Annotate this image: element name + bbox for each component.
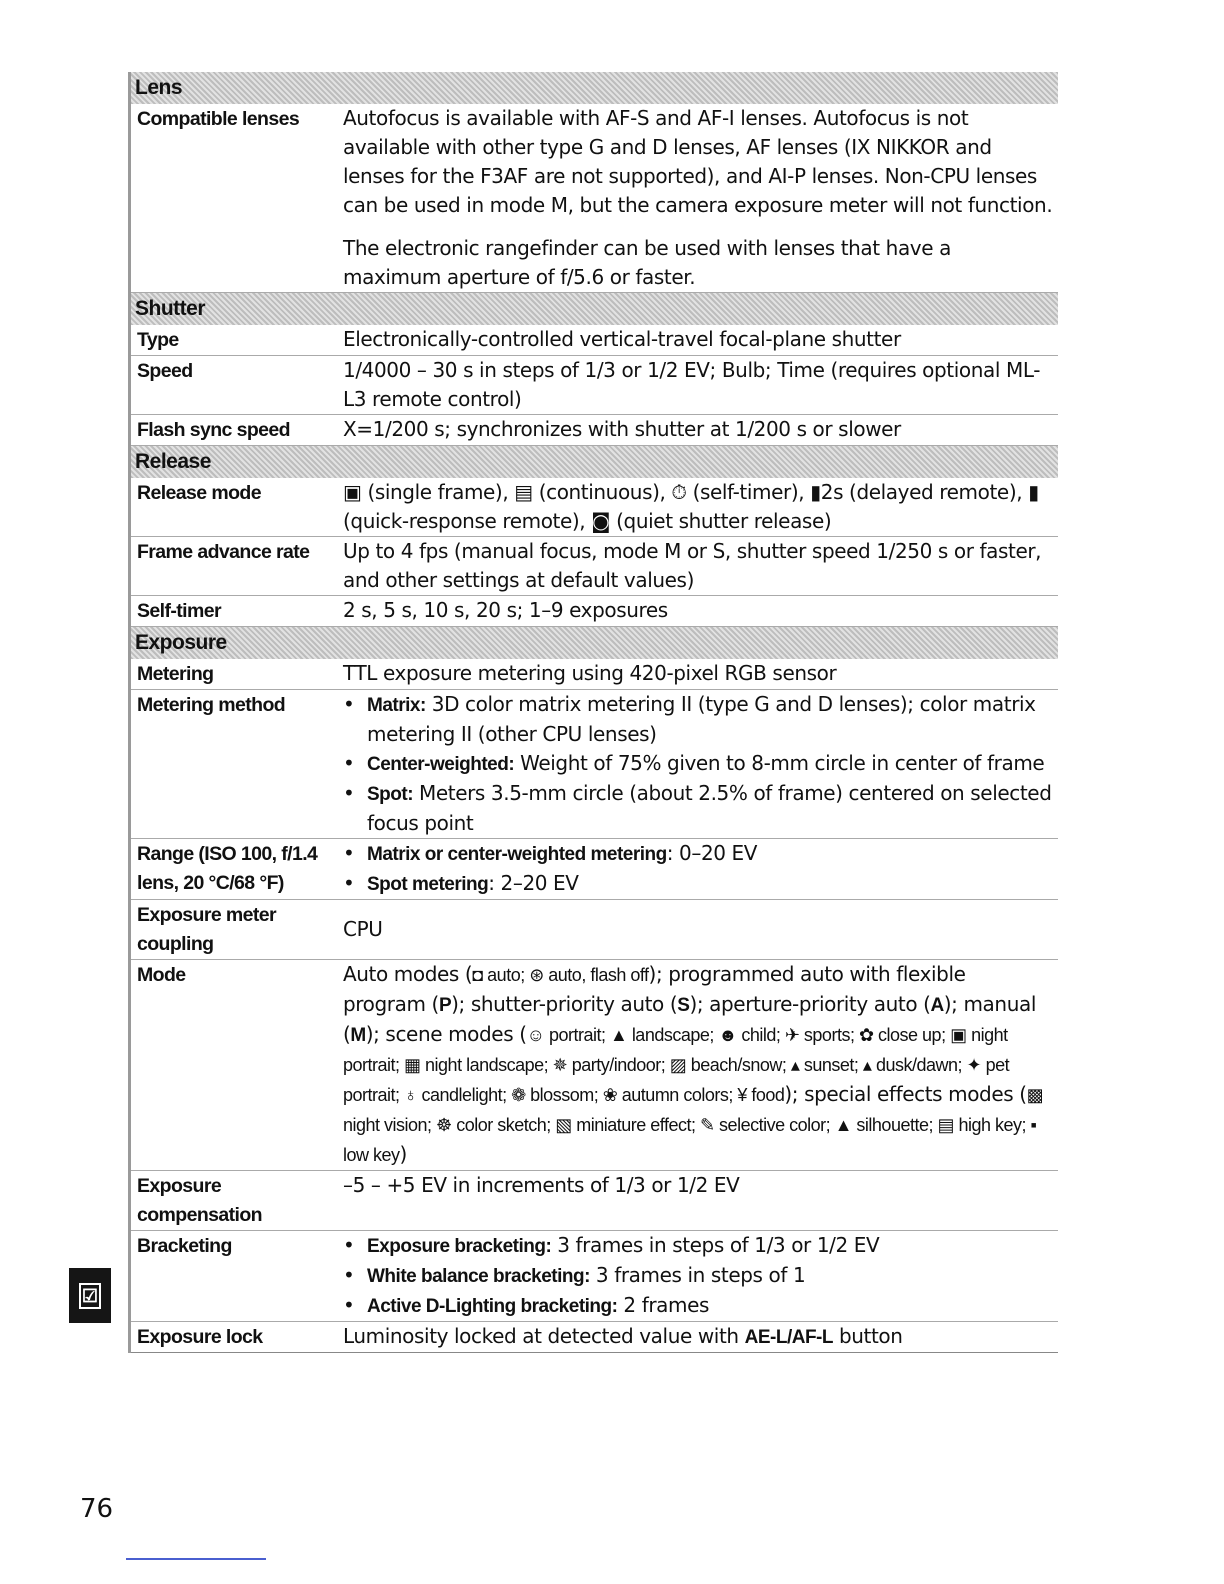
row-exposure-compensation: [131, 1171, 1058, 1231]
row-label: Speed: [137, 360, 193, 382]
bullet-item: [343, 839, 1054, 869]
reference-icon: ☑: [79, 1283, 101, 1309]
text: Auto modes (: [343, 962, 473, 986]
row-value: Electronically-controlled vertical-travel focal-plane shutter: [343, 327, 901, 351]
mode-key: S: [677, 995, 690, 1016]
row-value: ▣ (single frame), ▤ (continuous), ⏱ (self-timer), ▮2s (delayed remote), ▮ (quick-response remote), ◙ (quiet shutter release): [343, 480, 1039, 533]
mode-key: M: [350, 1025, 366, 1046]
row-exposure-meter-coupling: [131, 900, 1058, 960]
bullet-key: White balance bracketing:: [367, 1266, 590, 1287]
bullet-item: [343, 1261, 1054, 1291]
row-release-mode: [131, 478, 1058, 537]
mode-key: A: [930, 995, 944, 1016]
bullet-key: Matrix or center-weighted metering: [367, 844, 667, 865]
row-label: Compatible lenses: [137, 108, 300, 130]
row-label: Metering method: [137, 694, 286, 716]
row-label: Exposure lock: [137, 1326, 263, 1348]
row-value: TTL exposure metering using 420-pixel RGB sensor: [343, 661, 837, 685]
bullet-item: [343, 1231, 1054, 1261]
row-compatible-lenses: [131, 104, 1058, 293]
auto-modes-list: ◘ auto; ⊛ auto, flash off: [472, 965, 649, 985]
row-label: Type: [137, 329, 179, 351]
mode-key: P: [438, 995, 452, 1016]
section-header-exposure: Exposure: [131, 627, 1058, 659]
bullet-text: 3 frames in steps of 1/3 or 1/2 EV: [551, 1233, 880, 1257]
bullet-item: [343, 749, 1054, 779]
section-tab: [69, 1268, 111, 1323]
section-header-shutter: Shutter: [131, 293, 1058, 325]
row-value: CPU: [343, 917, 383, 941]
row-metering: [131, 659, 1058, 690]
specifications-table: [128, 72, 1058, 1353]
row-value: [341, 839, 1058, 899]
bullet-text: Meters 3.5-mm circle (about 2.5% of frame) centered on selected focus point: [367, 781, 1052, 835]
bullet-key: Matrix:: [367, 695, 426, 716]
row-value: [341, 690, 1058, 838]
bullet-text: 3 frames in steps of 1: [589, 1263, 806, 1287]
bullet-item: [343, 1291, 1054, 1321]
text: ); manual (: [343, 992, 1036, 1046]
text: Luminosity locked at detected value with: [343, 1324, 745, 1348]
text: ); special effects modes (: [784, 1082, 1027, 1106]
row-value: –5 – +5 EV in increments of 1/3 or 1/2 EV: [343, 1173, 740, 1197]
section-header-release: Release: [131, 446, 1058, 478]
bullet-text: : 0–20 EV: [666, 841, 758, 865]
row-range: [131, 839, 1058, 900]
row-value: X=1/200 s; synchronizes with shutter at 1/200 s or slower: [343, 417, 901, 441]
section-header-lens: Lens: [131, 72, 1058, 104]
bullet-text: : 2–20 EV: [488, 871, 579, 895]
row-value: [341, 104, 1058, 292]
row-label: Frame advance rate: [137, 541, 310, 563]
row-label: Metering: [137, 663, 214, 685]
row-value: [341, 1322, 1058, 1352]
row-exposure-lock: [131, 1322, 1058, 1353]
scene-modes-list: ☺ portrait; ▲ landscape; ☻ child; ✈ sports; ✿ close up; ▣ night portrait; ▦ night landscape; ✵ party/indoor; ▨ beach/snow; ▴ sunset; ▴ dusk/dawn; ✦ pet portrait; ♁ candlelight; ❁ blossom; ❀ autumn colors; ¥ food: [343, 1025, 1010, 1105]
bullet-key: Exposure bracketing:: [367, 1236, 552, 1257]
paragraph: Autofocus is available with AF-S and AF-I lenses. Autofocus is not available with other type G and D lenses, AF lenses (IX NIKKOR and lenses for the F3AF are not supported), and AI-P lenses. Non-CPU lenses can be used in mode M, but the camera exposure meter will not function.: [343, 106, 1053, 217]
row-label: Exposure compensation: [137, 1175, 262, 1226]
row-mode: [131, 960, 1058, 1171]
bullet-item: [343, 779, 1054, 838]
text: ); aperture-priority auto (: [689, 992, 931, 1016]
text: ); scene modes (: [365, 1022, 527, 1046]
bullet-text: Weight of 75% given to 8-mm circle in center of frame: [514, 751, 1045, 775]
row-label: Release mode: [137, 482, 261, 504]
text: ): [399, 1142, 407, 1166]
row-type: [131, 325, 1058, 356]
button-name: AE-L/AF-L: [744, 1327, 833, 1348]
row-label: Flash sync speed: [137, 419, 290, 441]
text: ); shutter-priority auto (: [451, 992, 678, 1016]
row-value: [341, 1231, 1058, 1321]
row-speed: [131, 356, 1058, 415]
text: ); programmed auto with flexible program (: [343, 962, 966, 1016]
row-frame-advance-rate: [131, 537, 1058, 596]
row-metering-method: [131, 690, 1058, 839]
row-label: Exposure meter coupling: [137, 904, 276, 955]
bullet-text: 2 frames: [617, 1293, 710, 1317]
bullet-item: [343, 869, 1054, 899]
footer-divider: [126, 1558, 266, 1560]
bullet-key: Spot:: [367, 784, 414, 805]
row-self-timer: [131, 596, 1058, 627]
row-label: Range (ISO 100, f/1.4 lens, 20 °C/68 °F): [137, 843, 318, 894]
row-value: Up to 4 fps (manual focus, mode M or S, shutter speed 1/250 s or faster, and other settings at default values): [343, 539, 1042, 592]
row-value: 1/4000 – 30 s in steps of 1/3 or 1/2 EV; Bulb; Time (requires optional ML-L3 remote control): [343, 358, 1041, 411]
page-number: 76: [80, 1494, 114, 1524]
bullet-item: [343, 690, 1054, 749]
row-bracketing: [131, 1231, 1058, 1322]
row-label: Bracketing: [137, 1235, 232, 1257]
text: button: [833, 1324, 903, 1348]
effects-modes-list: ▩ night vision; ☸ color sketch; ▧ miniature effect; ✎ selective color; ▲ silhouette; ▤ high key; ▪ low key: [343, 1085, 1044, 1165]
row-label: Mode: [137, 964, 186, 986]
bullet-key: Spot metering: [367, 874, 489, 895]
row-value: [341, 960, 1058, 1170]
bullet-key: Active D-Lighting bracketing:: [367, 1296, 618, 1317]
bullet-text: 3D color matrix metering II (type G and D lenses); color matrix metering II (other CPU lenses): [367, 692, 1036, 746]
row-label: Self-timer: [137, 600, 221, 622]
row-value: 2 s, 5 s, 10 s, 20 s; 1–9 exposures: [343, 598, 668, 622]
row-flash-sync-speed: [131, 415, 1058, 446]
bullet-key: Center-weighted:: [367, 754, 515, 775]
paragraph: The electronic rangefinder can be used with lenses that have a maximum aperture of f/5.6 or faster.: [343, 236, 951, 289]
